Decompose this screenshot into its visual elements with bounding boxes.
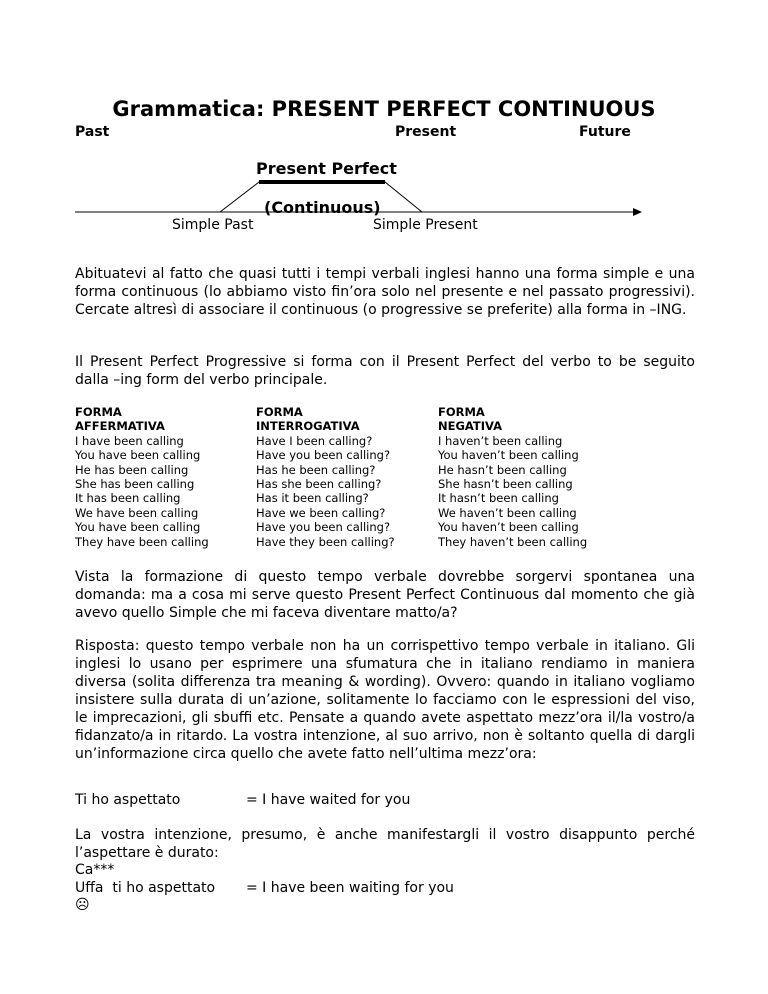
timeline-arrowhead (633, 208, 642, 216)
list-item: Have they been calling? (256, 534, 395, 549)
column-interrogativa (256, 405, 395, 549)
sad-face-icon: ☹ (75, 897, 90, 913)
example-row-2 (75, 880, 454, 896)
list-item: Have you been calling? (256, 520, 391, 535)
list-item: You haven’t been calling (438, 520, 579, 535)
list-item: Have we been calling? (256, 505, 386, 520)
simple-present-label: Simple Present (373, 217, 478, 233)
timeline-future-label: Future (579, 124, 631, 140)
expletive-line: Ca*** (75, 862, 115, 878)
list-item: They haven’t been calling (438, 534, 588, 549)
column-affermativa (75, 405, 209, 549)
list-item: It hasn’t been calling (438, 491, 559, 506)
paragraph-answer: Risposta: questo tempo verbale non ha un corrispettivo tempo verbale in italiano. Gli inglesi lo usano per esprimere una sfumatura che in italiano rendiamo in maniera diversa (solita differenza tra meaning & wording). Ovvero: quando in italiano vogliamo insistere sulla durata di un’azione, solitamente lo facciamo con le espressioni del viso, le imprecazioni, gli sbuffi etc. Pensate a quando avete aspettato mezz’ora il/la vostro/a fidanzato/a in ritardo. La vostra intenzione, al suo arrivo, non è soltanto quella di dargli un’informazione circa quello che avete fatto nell’ultima mezz’ora: (75, 638, 695, 762)
paragraph-question: Vista la formazione di questo tempo verbale dovrebbe sorgervi spontanea una domanda: ma a cosa mi serve questo Present Perfect Continuous dal momento che già avevo quello Simple che mi faceva diventare matto/a? (75, 569, 695, 621)
column-header: FORMA (438, 405, 485, 419)
list-item: Have you been calling? (256, 448, 391, 463)
list-item: It has been calling (75, 491, 181, 506)
list-item: You have been calling (75, 448, 201, 463)
column-header: AFFERMATIVA (75, 419, 165, 434)
example-italian: Uffa ti ho aspettato (75, 880, 216, 896)
column-negativa (438, 405, 587, 549)
column-header: FORMA (256, 405, 303, 419)
list-item: Have I been calling? (256, 433, 373, 448)
column-header: FORMA (75, 405, 122, 419)
timeline-past-label: Past (75, 124, 110, 140)
list-item: He has been calling (75, 462, 189, 477)
list-item: You have been calling (75, 520, 201, 535)
paragraph-disappointment: La vostra intenzione, presumo, è anche manifestargli il vostro disappunto perché l’aspettare è durato: (75, 827, 695, 861)
list-item: You haven’t been calling (438, 448, 579, 463)
column-header: NEGATIVA (438, 419, 503, 434)
list-item: I haven’t been calling (438, 433, 563, 448)
list-item: I have been calling (75, 433, 184, 448)
example-english: = I have waited for you (246, 792, 411, 808)
example-italian: Ti ho aspettato (75, 792, 181, 808)
paragraph-intro: Abituatevi al fatto che quasi tutti i tempi verbali inglesi hanno una forma simple e una forma continuous (lo abbiamo visto fin’ora solo nel presente e nel passato progressivi). Cercate altresì di associare il continuous (o progressive se preferite) alla forma in –ING. (75, 266, 695, 318)
present-perfect-label: Present Perfect (256, 159, 397, 178)
list-item: We have been calling (75, 505, 199, 520)
list-item: Has he been calling? (256, 462, 376, 477)
simple-past-label: Simple Past (172, 217, 254, 233)
list-item: She has been calling (75, 477, 195, 492)
timeline-present-label: Present (395, 124, 457, 140)
list-item: She hasn’t been calling (438, 477, 573, 492)
paragraph-formation: Il Present Perfect Progressive si forma con il Present Perfect del verbo to be seguito dalla –ing form del verbo principale. (75, 354, 695, 388)
list-item: Has it been calling? (256, 491, 369, 506)
page-title: Grammatica: PRESENT PERFECT CONTINUOUS (112, 97, 656, 121)
list-item: We haven’t been calling (438, 505, 577, 520)
column-header: INTERROGATIVA (256, 419, 360, 434)
list-item: He hasn’t been calling (438, 462, 567, 477)
list-item: They have been calling (75, 534, 209, 549)
example-english: = I have been waiting for you (246, 880, 454, 896)
list-item: Has she been calling? (256, 477, 382, 492)
example-row-1 (75, 792, 411, 808)
continuous-label: (Continuous) (264, 198, 381, 217)
